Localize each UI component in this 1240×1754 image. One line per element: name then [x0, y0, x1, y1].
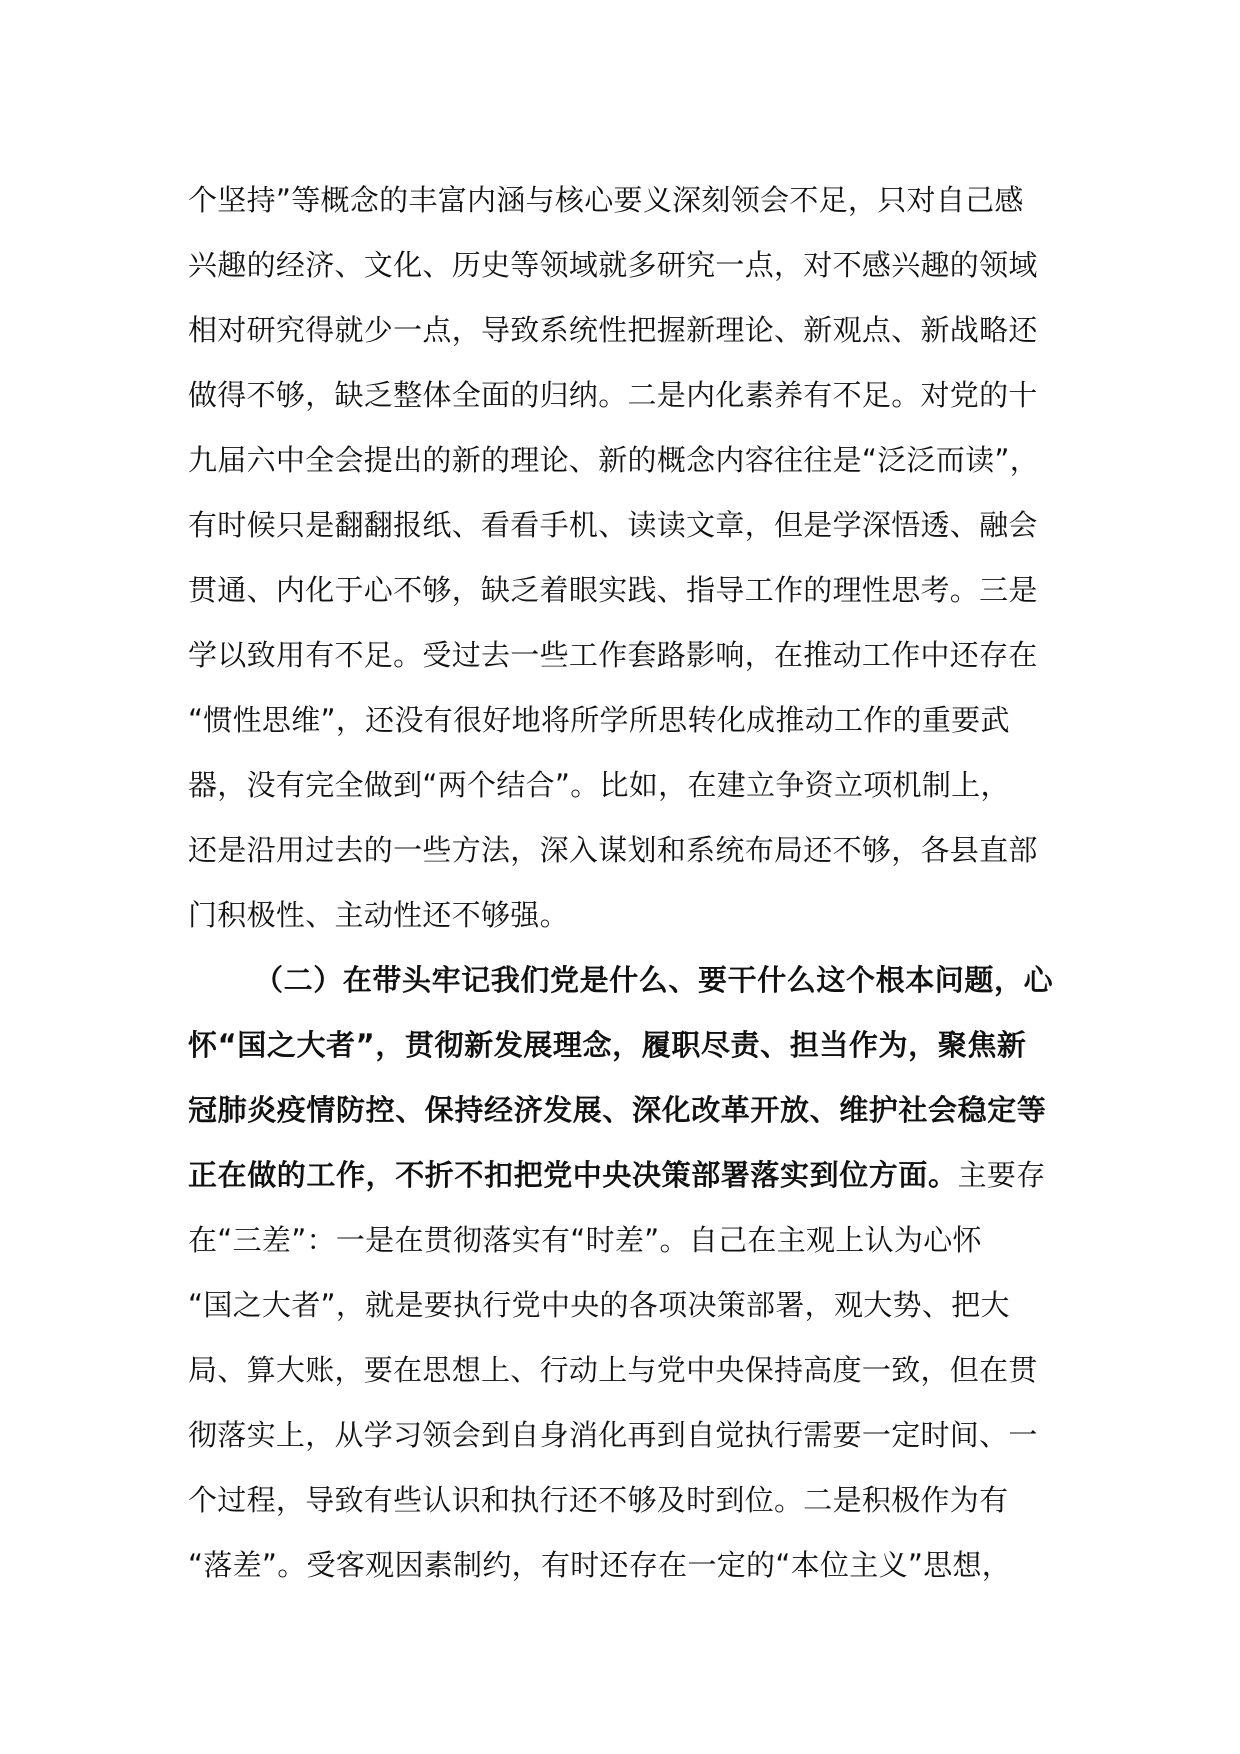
text-line: 学以致用有不足。受过去一些工作套路影响，在推动工作中还存在 [188, 638, 1038, 672]
text-line: 彻落实上，从学习领会到自身消化再到自觉执行需要一定时间、一 [188, 1418, 1038, 1452]
text-line: 相对研究得就少一点，导致系统性把握新理论、新观点、新战略还 [188, 313, 1038, 347]
text-line: “落差”。受客观因素制约，有时还存在一定的“本位主义”思想， [188, 1548, 1012, 1582]
mixed-line [188, 1143, 1068, 1208]
text-line: 个坚持”等概念的丰富内涵与核心要义深刻领会不足，只对自己感 [188, 183, 1024, 217]
text-line: 兴趣的经济、文化、历史等领域就多研究一点，对不感兴趣的领域 [188, 248, 1038, 282]
body-text [188, 168, 1068, 1598]
text-line: 在“三差”：一是在贯彻落实有“时差”。自己在主观上认为心怀 [188, 1223, 982, 1257]
text-line: 器，没有完全做到“两个结合”。比如，在建立争资立项机制上， [188, 768, 1010, 802]
text-line: 还是沿用过去的一些方法，深入谋划和系统布局还不够，各县直部 [188, 833, 1038, 867]
text-line: 有时候只是翻翻报纸、看看手机、读读文章，但是学深悟透、融会 [188, 508, 1038, 542]
section-heading-line: 冠肺炎疫情防控、保持经济发展、深化改革开放、维护社会稳定等 [188, 1093, 1047, 1127]
text-segment: 主要存 [957, 1158, 1046, 1192]
text-line: 个过程，导致有些认识和执行还不够及时到位。二是积极作为有 [188, 1483, 1009, 1517]
text-line: 局、算大账，要在思想上、行动上与党中央保持高度一致，但在贯 [188, 1353, 1038, 1387]
text-line: 贯通、内化于心不够，缺乏着眼实践、指导工作的理性思考。三是 [188, 573, 1038, 607]
section-heading-line: 怀“国之大者”，贯彻新发展理念，履职尽责、担当作为，聚焦新 [188, 1028, 1027, 1062]
section-heading-end: 正在做的工作，不折不扣把党中央决策部署落实到位方面。 [188, 1158, 958, 1192]
text-line: “惯性思维”，还没有很好地将所学所思转化成推动工作的重要武 [188, 703, 1010, 737]
text-line: 门积极性、主动性还不够强。 [188, 898, 569, 932]
text-line: “国之大者”，就是要执行党中央的各项决策部署，观大势、把大 [188, 1288, 1010, 1322]
section-heading-line: （二）在带头牢记我们党是什么、要干什么这个根本问题，心 [254, 963, 1054, 997]
text-line: 九届六中全会提出的新的理论、新的概念内容往往是“泛泛而读”， [188, 443, 1040, 477]
text-line: 做得不够，缺乏整体全面的归纳。二是内化素养有不足。对党的十 [188, 378, 1038, 412]
